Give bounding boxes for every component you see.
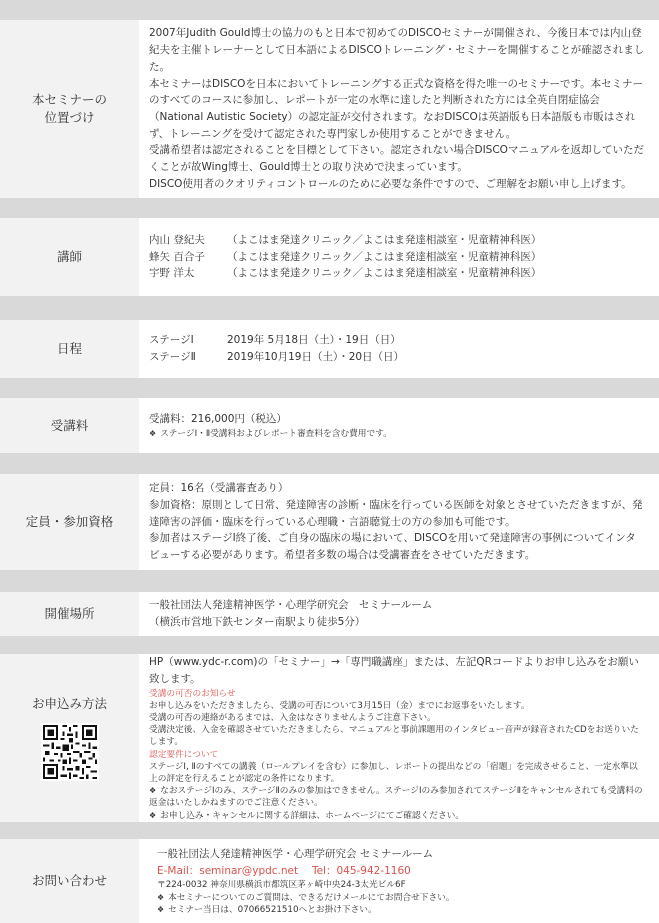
schedule-section <box>0 320 659 378</box>
schedule-stage: ステージⅠ <box>149 334 194 347</box>
apply-intro: HP（www.ydc-r.com)の「セミナー」→「専門職講座」または、左記QRコードよりお申し込みをお願い致します。 <box>149 656 639 685</box>
schedule-stage: ステージⅡ <box>149 351 196 363</box>
capacity-line: 参加者はステージⅠ終了後、ご自身の臨床の場において、DISCOを用いて発達障害の事例についてインタビューする必要があります。希望者多数の場合は受講審査をさせていただきます。 <box>149 532 636 562</box>
section-divider <box>0 0 659 20</box>
venue-section <box>0 592 659 636</box>
instructor-name: 内山 登紀夫 <box>149 233 205 246</box>
section-divider <box>0 570 659 592</box>
schedule-date: 2019年10月19日（土）・20日（日） <box>227 351 405 363</box>
position-paragraph: 受講希望者は認定されることを目標として下さい。認定されない場合DISCOマニュアルを返却していただくことが故Wing博士、Gould博士との取り決めで決まっています。 <box>149 144 645 174</box>
section-divider <box>0 378 659 398</box>
apply-notice-line: 受講決定後、入金を確認させていただきましたら、マニュアルと事前課題用のインタビュー音声が録音されたCDをお送りいたします。 <box>149 725 639 748</box>
fee-note: ❖ ステージⅠ・Ⅱ受講料およびレポート審査料を含む費用です。 <box>149 428 645 440</box>
apply-heading-requirements: 認定要件について <box>149 749 219 760</box>
instructors-content <box>139 218 659 296</box>
schedule-date: 2019年 5月18日（土）・19日（日） <box>227 334 401 347</box>
instructors-label: 講師 <box>0 218 139 296</box>
instructor-row <box>149 249 645 266</box>
apply-notice-line: 受講の可否の連絡があるまでは、入金はなさりませんようご注意下さい。 <box>149 712 436 723</box>
contact-bullet: ❖ 本セミナーについてのご質問は、できるだけメールにてお問合せ下さい。 <box>157 892 645 904</box>
capacity-line: 参加資格：原則として日常、発達障害の診断・臨床を行っている医師を対象とさせていただきますが、発達障害の評価・臨床を行っている心理職・言語聴覚士の方の参加も可能です。 <box>149 498 643 528</box>
fee-label: 受講料 <box>0 398 139 453</box>
instructor-name: 蜂矢 百合子 <box>149 250 205 263</box>
position-label-line1: 本セミナーの <box>31 92 107 107</box>
contact-org: 一般社団法人発達精神医学・心理学研究会 セミナールーム <box>157 847 434 860</box>
instructor-row <box>149 265 645 282</box>
apply-requirement-line: ステージⅠ, Ⅱのすべての講義（ロールプレイを含む）に参加し、レポートの提出などの「宿題」を完成させること、一定水準以上の評定を行えることが認定の条件になります。 <box>149 761 638 784</box>
section-divider <box>0 453 659 474</box>
contact-label: お問い合わせ <box>0 839 139 923</box>
contact-section <box>0 839 659 923</box>
venue-line: （横浜市営地下鉄センター南駅より徒歩5分） <box>149 616 366 628</box>
qr-code-icon[interactable] <box>41 723 99 781</box>
contact-bullet: ❖ セミナー当日は、07066521510へとお掛け下さい。 <box>157 904 645 916</box>
position-label-line2: 位置づけ <box>44 110 95 125</box>
venue-label: 開催場所 <box>0 592 139 636</box>
fee-section <box>0 398 659 453</box>
fee-content <box>139 398 659 453</box>
fee-amount: 受講料：216,000円（税込） <box>149 413 287 426</box>
instructor-row <box>149 232 645 249</box>
apply-section <box>0 654 659 822</box>
schedule-label: 日程 <box>0 320 139 378</box>
instructor-affiliation: （よこはま発達クリニック／よこはま発達相談室・児童精神科医） <box>227 267 542 280</box>
section-divider <box>0 296 659 320</box>
position-content <box>139 20 659 198</box>
instructors-section <box>0 218 659 296</box>
section-divider <box>0 636 659 654</box>
capacity-label: 定員・参加資格 <box>0 474 139 570</box>
position-paragraph: DISCO使用者のクオリティコントロールのために必要な条件ですので、ご理解をお願い申し上げます。 <box>149 177 632 190</box>
contact-address: 〒224-0032 神奈川県横浜市都筑区茅ヶ崎中央24-3太光ビル6F <box>157 880 406 891</box>
schedule-row <box>149 349 645 366</box>
position-label <box>0 20 139 198</box>
apply-bullet: ❖ なおステージⅠのみ、ステージⅡのみの参加はできません。ステージⅠのみ参加されてステージⅡをキャンセルされても受講料の返金はいたしかねますのでご注意ください。 <box>149 785 645 809</box>
apply-content <box>139 654 659 822</box>
venue-content <box>139 592 659 636</box>
apply-bullet: ❖ お申し込み・キャンセルに関する詳細は、ホームページにてご確認ください。 <box>149 810 645 822</box>
position-paragraph: 2007年Judith Gould博士の協力のもと日本で初めてのDISCOセミナーが開催され、今後日本では内山登紀夫を主催トレーナーとして日本語によるDISCOトレーニング・セミナーを開催することが確認されました。 <box>149 27 645 73</box>
section-divider <box>0 822 659 839</box>
apply-notice-line: お申し込みをいただきましたら、受講の可否について3月15日（金）までにお返事をいたします。 <box>149 700 530 711</box>
instructor-affiliation: （よこはま発達クリニック／よこはま発達相談室・児童精神科医） <box>227 250 542 263</box>
contact-email-tel[interactable]: E-Mail：seminar@ypdc.net Tel：045-942-1160 <box>157 864 411 877</box>
apply-label <box>0 654 139 822</box>
schedule-row <box>149 332 645 349</box>
instructor-name: 宇野 洋太 <box>149 267 195 280</box>
position-section <box>0 20 659 198</box>
capacity-line: 定員：16名（受講審査あり） <box>149 482 289 495</box>
position-paragraph: 本セミナーはDISCOを日本においてトレーニングする正式な資格を得た唯一のセミナーです。本セミナーのすべてのコースに参加し、レポートが一定の水準に達したと判断された方には全英自閉症協会（National Autistic Society）の認定証が交付されます。なおDISCOは英語版も日本語版も市販はされず、トレーニングを受けて認定された専門家しか使用することができません。 <box>149 77 644 140</box>
instructor-affiliation: （よこはま発達クリニック／よこはま発達相談室・児童精神科医） <box>227 233 542 246</box>
contact-content <box>139 839 659 923</box>
venue-line: 一般社団法人発達精神医学・心理学研究会 セミナールーム <box>149 599 433 612</box>
section-divider <box>0 198 659 218</box>
capacity-content <box>139 474 659 570</box>
schedule-content <box>139 320 659 378</box>
apply-label-text: お申込み方法 <box>31 696 107 711</box>
capacity-section <box>0 474 659 570</box>
apply-heading-notice: 受講の可否のお知らせ <box>149 688 236 699</box>
